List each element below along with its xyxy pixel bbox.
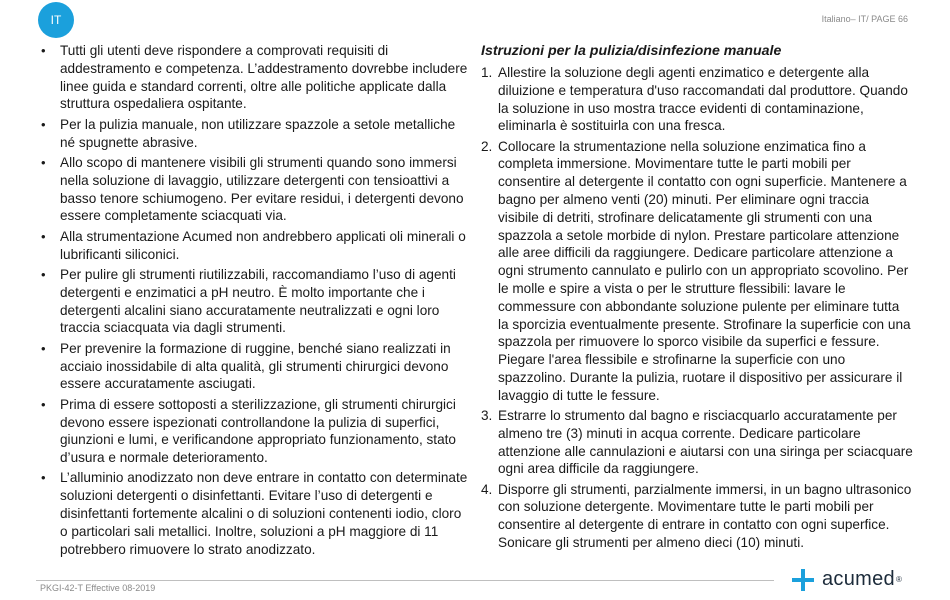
list-item-text: Per la pulizia manuale, non utilizzare spazzole a setole metalliche né spugnette abrasive. [60,116,456,150]
bullet-dot-icon: • [41,154,46,170]
step-number: 3. [481,407,493,423]
section-title: Istruzioni per la pulizia/disinfezione manuale [481,43,782,59]
bullet-dot-icon: • [41,396,46,412]
bullet-dot-icon: • [41,43,46,58]
list-item [40,396,468,467]
list-item [40,116,468,152]
step-item [481,64,913,135]
step-text: Disporre gli strumenti, parzialmente immersi, in un bagno ultrasonico con soluzione detergente. Movimentare tutte le parti mobili per consentire al detergente di entrare in contatto con ogni superfice. Sonicare gli strumenti per almeno dieci (10) minuti. [498,481,912,550]
list-item [40,469,468,558]
list-item [40,340,468,393]
logo-wordmark: acumed [822,568,895,590]
acumed-logo [792,568,902,591]
bullet-dot-icon: • [41,266,46,282]
list-item [40,154,468,225]
list-item [40,42,468,113]
bullet-dot-icon: • [41,340,46,356]
step-item [481,138,913,405]
step-text: Collocare la strumentazione nella soluzione enzimatica fino a completa immersione. Movimentare tutte le parti mobili per consentire al detergente il contatto con ogni superficie. Mantenere a bagno per almeno venti (20) minuti. Per eliminare ogni traccia visibile di detriti, strofinare delicatamente gli strumenti con una spazzola a setole morbide di nylon. Prestare particolare attenzione alle aree difficili da raggiungere. Dedicare particolare attenzione a ogni strumento cannulato e pulirlo con un appropriato scovolino. Per le molle e spire a vista o per le strutture flessibili: lavare le commessure con abbondante soluzione pulente per eliminare tutta la sporcizia eventualmente presente. Strofinare la superficie con una spazzola per rimuovere lo sporco visibile da superfici e fessure. Piegare l'area flessibile e strofinarne la superficie con uno spazzolino. Durante la pulizia, ruotare il dispositivo per assicurare il lavaggio di tutte le fessure. [498,138,911,403]
step-text: Allestire la soluzione degli agenti enzimatico e detergente alla diluizione e temperatura d'uso raccomandati dal produttore. Quando la soluzione in uso mostra tracce evidenti di contaminazione, eliminarla è sostituirla con una fresca. [498,65,908,134]
list-item-text: Alla strumentazione Acumed non andrebbero applicati oli minerali o lubrificanti siliconici. [60,228,466,262]
document-code: PKGI-42-T Effective 08-2019 [40,583,156,593]
page-header-label: Italiano– IT/ PAGE 66 [821,14,908,24]
list-item [40,228,468,264]
step-number: 4. [481,481,493,497]
bullet-dot-icon: • [41,116,46,132]
instructions-column [481,42,913,554]
step-text: Estrarre lo strumento dal bagno e risciacquarlo accuratamente per almeno tre (3) minuti in acqua corrente. Dedicare particolare attenzione alle cannulazioni e aiutarsi con una siringa per sciacquare ogni area difficile da raggiungere. [498,407,913,477]
list-item-text: Allo scopo di mantenere visibili gli strumenti quando sono immersi nella soluzione di lavaggio, utilizzare detergenti con tensioattivi a basso tenore schiumogeno. Per evitare residui, i detergenti devono essere completamente sciacquati via. [60,154,464,224]
list-item-text: Tutti gli utenti deve rispondere a comprovati requisiti di addestramento e competenza. L’addestramento dovrebbe includere linee guida e standard correnti, oltre alle politiche applicate dalla struttura ospedaliera ospitante. [60,43,468,112]
precautions-column [40,42,468,561]
list-item-text: Per pulire gli strumenti riutilizzabili, raccomandiamo l’uso di agenti detergenti e enzimatici a pH neutro. È molto importante che i detergenti alcalini siano accuratamente neutralizzati e ogni loro traccia sciacquata via dagli strumenti. [60,266,456,336]
step-item [481,481,913,552]
list-item-text: Prima di essere sottoposti a sterilizzazione, gli strumenti chirurgici devono essere ispezionati controllandone la pulizia di superfici, giunzioni e lumi, e verificandone appropriato funzionamento, stato d’usura e normale deterioramento. [60,396,456,466]
step-number: 1. [481,65,493,80]
acumed-cross-logo-icon [792,569,814,591]
instructions-list [481,64,913,552]
precautions-list [40,42,468,558]
step-number: 2. [481,138,493,154]
list-item [40,266,468,337]
footer-divider [36,580,774,581]
registered-mark: ® [895,575,902,584]
list-item-text: L’alluminio anodizzato non deve entrare in contatto con determinate soluzioni detergenti o disinfettanti. Evitare l’uso di detergenti e disinfettanti fortemente alcalini o di soluzioni contenenti iodio, cloro o particolari sali metallici. Inoltre, soluzioni a pH maggiore di 11 potrebbero rimuovere lo strato anodizzato. [60,470,468,557]
bullet-dot-icon: • [41,228,46,244]
step-item [481,407,913,478]
list-item-text: Per prevenire la formazione di ruggine, benché siano realizzati in acciaio inossidabile di alta qualità, gli strumenti chirurgici devono essere accuratamente asciugati. [60,340,451,392]
language-badge: IT [38,2,74,38]
bullet-dot-icon: • [41,470,46,486]
